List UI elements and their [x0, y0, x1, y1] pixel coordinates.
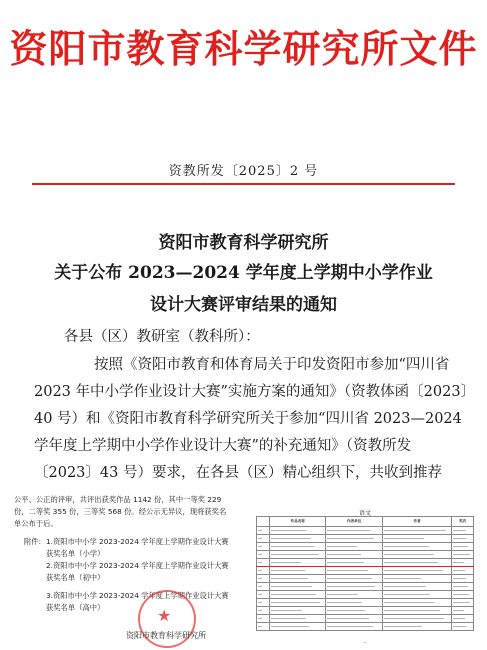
- document-header-title: 资阳市教育科学研究所文件: [9, 26, 478, 71]
- table-row: [257, 527, 474, 535]
- table-cell: [382, 575, 451, 583]
- table-header: 作者单位: [326, 517, 382, 527]
- table-cell: [452, 583, 474, 591]
- table-cell: [382, 607, 451, 615]
- table-cell: [257, 623, 270, 631]
- table-cell: [382, 567, 451, 575]
- table-row: [257, 623, 474, 631]
- table-cell: [257, 583, 270, 591]
- table-cell: [257, 567, 270, 575]
- body-line-2: 2023 年中小学作业设计大赛”实施方案的通知》（资教体函〔2023〕: [34, 384, 476, 400]
- table-cell: [452, 527, 474, 535]
- body-line-3: 40 号）和《资阳市教育科学研究所关于参加“四川省 2023—2024: [34, 411, 462, 427]
- table-cell: [452, 599, 474, 607]
- overlay-line-1: 公平、公正的评审，共评出获奖作品 1142 份，其中一等奖 229: [14, 495, 222, 504]
- table-cell: [270, 535, 326, 543]
- table-cell: [270, 559, 326, 567]
- table-cell: [326, 599, 382, 607]
- table-cell: [270, 591, 326, 599]
- page-number: -: [364, 640, 366, 646]
- table-cell: [270, 567, 326, 575]
- table-cell: [326, 527, 382, 535]
- table-cell: [257, 543, 270, 551]
- table-cell: [326, 543, 382, 551]
- table-row: [257, 551, 474, 559]
- table-cell: [270, 527, 326, 535]
- table-cell: [326, 551, 382, 559]
- attachment-1-line-2: 获奖名单（小学）: [46, 549, 105, 558]
- table-cell: [326, 607, 382, 615]
- notice-title-line-1: 资阳市教育科学研究所: [158, 233, 329, 253]
- table-cell: [257, 591, 270, 599]
- table-cell: [257, 615, 270, 623]
- table-cell: [270, 575, 326, 583]
- table-cell: [257, 551, 270, 559]
- document-number: 资教所发〔2025〕2 号: [168, 164, 319, 179]
- table-cell: [382, 615, 451, 623]
- table-cell: [452, 543, 474, 551]
- signature: 资阳市教育科学研究所: [126, 631, 206, 640]
- overlay-line-3: 单公布于后。: [14, 519, 58, 528]
- table-cell: [452, 623, 474, 631]
- notice-title-line-3: 设计大赛评审结果的通知: [150, 295, 337, 315]
- table-cell: [382, 583, 451, 591]
- table-cell: [452, 551, 474, 559]
- table-cell: [452, 591, 474, 599]
- table-cell: [452, 575, 474, 583]
- table-cell: [382, 623, 451, 631]
- body-line-4: 学年度上学期中小学作业设计大赛”的补充通知》（资教所发: [34, 438, 412, 454]
- table-cell: [382, 527, 451, 535]
- table-cell: [326, 623, 382, 631]
- table-cell: [326, 535, 382, 543]
- table-cell: [257, 527, 270, 535]
- table-cell: [257, 607, 270, 615]
- attachment-1-line-1: 1.资阳市中小学 2023-2024 学年度上学期作业设计大赛: [46, 537, 229, 546]
- table-cell: [257, 559, 270, 567]
- table-row: [257, 583, 474, 591]
- table-cell: [270, 551, 326, 559]
- table-cell: [326, 591, 382, 599]
- table-cell: [270, 599, 326, 607]
- table-cell: [270, 583, 326, 591]
- table-header: 作品名称: [270, 517, 326, 527]
- body-line-5: 〔2023〕43 号）要求，在各县（区）精心组织下，共收到推荐: [34, 465, 442, 481]
- table-cell: [326, 575, 382, 583]
- overlay-line-2: 份，二等奖 355 份，三等奖 568 份。经公示无异议，现将获奖名: [14, 507, 227, 516]
- table-row: [257, 591, 474, 599]
- attachment-2-line-2: 获奖名单（初中）: [46, 573, 105, 582]
- table-cell: [382, 543, 451, 551]
- table-row: [257, 543, 474, 551]
- table-cell: [270, 607, 326, 615]
- attachment-2-line-1: 2.资阳市中小学 2023-2024 学年度上学期作业设计大赛: [46, 561, 229, 570]
- table-cell: [452, 607, 474, 615]
- attachment-heading: 附件:: [24, 537, 42, 546]
- attachment-3-line-1: 3.资阳市中小学 2023-2024 学年度上学期作业设计大赛: [46, 591, 229, 600]
- notice-title-line-2: 关于公布 2023—2024 学年度上学期中小学作业: [54, 263, 433, 283]
- body-line-1: 按照《资阳市教育和体育局关于印发资阳市参加“四川省: [94, 357, 450, 373]
- table-cell: [270, 623, 326, 631]
- table-cell: [270, 543, 326, 551]
- seal-star-icon: ★: [157, 606, 172, 625]
- table-cell: [382, 591, 451, 599]
- table-cell: [326, 583, 382, 591]
- header-divider: [32, 183, 455, 185]
- table-cell: [382, 559, 451, 567]
- table-header: [257, 517, 270, 527]
- table-cell: [452, 615, 474, 623]
- table-row: [257, 615, 474, 623]
- table-cell: [452, 567, 474, 575]
- table-cell: [257, 535, 270, 543]
- table-row: [257, 575, 474, 583]
- table-cell: [452, 535, 474, 543]
- table-cell: [382, 599, 451, 607]
- table-header-row: [257, 517, 474, 527]
- table-row: [257, 559, 474, 567]
- table-cell: [257, 575, 270, 583]
- table-row: [257, 567, 474, 575]
- table-cell: [326, 615, 382, 623]
- award-table: [256, 516, 474, 631]
- table-header: 作者: [382, 517, 451, 527]
- table-cell: [382, 535, 451, 543]
- table-row: [257, 599, 474, 607]
- attachment-3-line-2: 获奖名单（高中）: [46, 603, 105, 612]
- salutation: 各县（区）教研室（教科所）：: [64, 329, 260, 345]
- table-cell: [270, 615, 326, 623]
- table-header: 奖次: [452, 517, 474, 527]
- table-cell: [326, 567, 382, 575]
- table-cell: [382, 551, 451, 559]
- table-row: [257, 607, 474, 615]
- table-row: [257, 535, 474, 543]
- table-cell: [326, 559, 382, 567]
- table-title: 语文: [358, 510, 371, 517]
- table-cell: [257, 599, 270, 607]
- table-cell: [452, 559, 474, 567]
